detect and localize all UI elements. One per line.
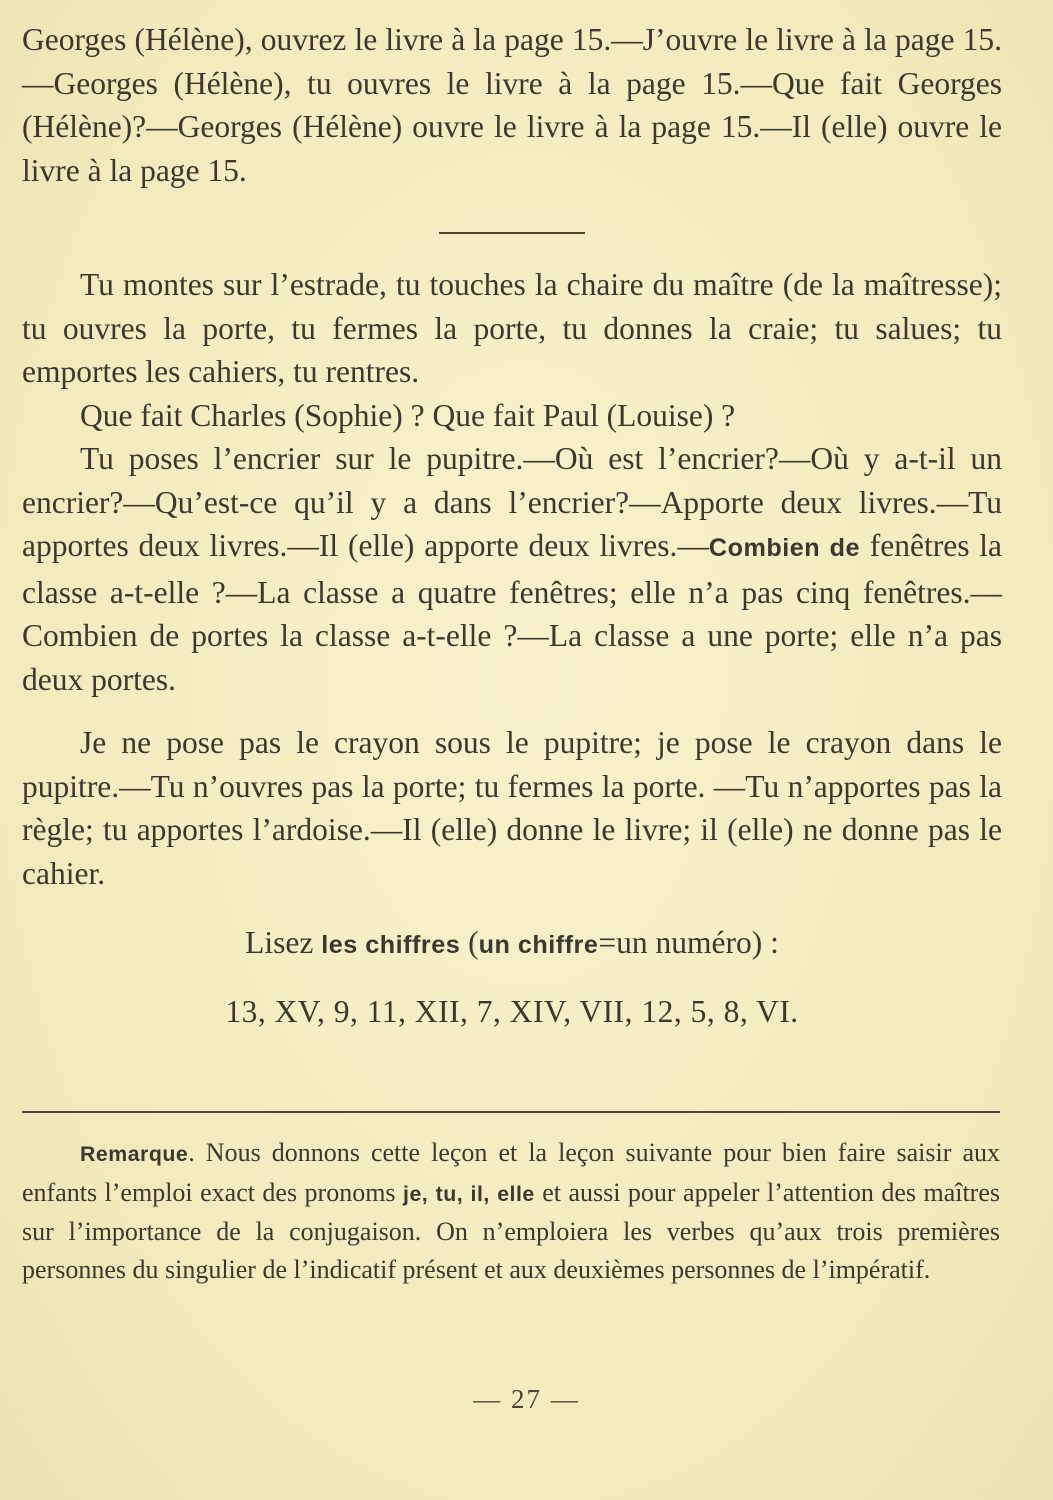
paragraph-5: Je ne pose pas le crayon sous le pupitre; je pose le crayon dans le pupitre.—Tu n’ouvres pas la porte; tu fermes la porte. —Tu n’apportes pas la règle; tu apportes l’ardoise.—Il (elle) donne le livre; il (elle) ne donne pas le cahier. <box>22 725 1002 891</box>
footnote-divider <box>22 1111 1000 1113</box>
paragraph-gap <box>22 701 1002 721</box>
lisez-middle: ( <box>460 925 479 960</box>
page-body <box>22 18 1002 1033</box>
remarque-text-b: et aussi pour appeler l’attention des maîtres sur l’importance de la conjugaison. On n’emploiera les verbes qu’aux trois premières personnes du singulier de l’indicatif présent et aux deuxièmes personnes de l’impératif. <box>22 1177 1000 1284</box>
paragraph-4-bold: Combien de <box>708 534 860 562</box>
lisez-bold-2: un chiffre <box>478 931 599 959</box>
lisez-prefix: Lisez <box>245 925 322 960</box>
paragraph-1: Georges (Hélène), ouvrez le livre à la page 15.—J’ouvre le livre à la page 15.—Georges (Hélène), tu ouvres le livre à la page 15.—Que fait Georges (Hélène)?—Georges (Hélène) ouvre le livre à la page 15.—Il (elle) ouvre le livre à la page 15. <box>22 22 1002 188</box>
remarque-text-a: . Nous donnons cette leçon et la leçon suivante pour bien faire saisir aux enfants l’emploi exact des pronoms <box>22 1138 1000 1207</box>
page-number: — 27 — <box>473 1384 580 1414</box>
paragraph-4 <box>22 437 1002 701</box>
paragraph-2: Tu montes sur l’estrade, tu touches la chaire du maître (de la maîtresse); tu ouvres la porte, tu fermes la porte, tu donnes la craie; tu salues; tu emportes les cahiers, tu rentres. <box>22 267 1002 389</box>
lisez-bold-1: les chiffres <box>321 931 461 959</box>
lisez-line <box>22 921 1002 968</box>
numbers-line: 13, XV, 9, 11, XII, 7, XIV, VII, 12, 5, 8, VI. <box>225 993 799 1029</box>
paragraph-4-text-a: Tu poses l’encrier sur le pupitre.—Où est l’encrier?—Où y a-t-il un encrier?—Qu’est-ce qu’il y a dans l’encrier?—Apporte deux livres.—Tu apportes deux livres.—Il (elle) apporte deux livres.— <box>22 441 1002 563</box>
section-divider <box>439 232 585 234</box>
paragraph-4-text-b: fenêtres la classe a-t-elle ?—La classe a quatre fenêtres; elle n’a pas cinq fenêtres.—Combien de portes la classe a-t-elle ?—La classe a une porte; elle n’a pas deux portes. <box>22 528 1003 697</box>
paragraph-3: Que fait Charles (Sophie) ? Que fait Paul (Louise) ? <box>80 397 736 433</box>
remarque-label: Remarque <box>80 1142 189 1166</box>
lisez-suffix: =un numéro) : <box>598 925 779 960</box>
remarque-note <box>22 1134 1000 1288</box>
remarque-pronouns: je, tu, il, elle <box>403 1181 535 1206</box>
